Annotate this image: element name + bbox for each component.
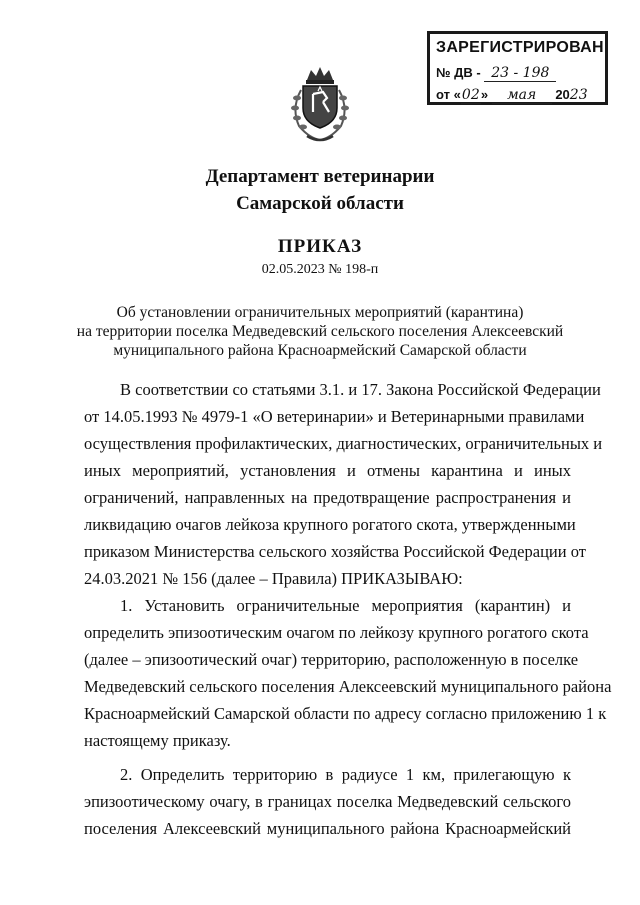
- body-line: Красноармейский Самарской области по адресу согласно приложению 1 к: [84, 704, 607, 723]
- stamp-date-line: [436, 87, 588, 104]
- body-line: (далее – эпизоотический очаг) территорию, расположенную в поселке: [84, 650, 579, 669]
- department-name-line1: Департамент ветеринарии: [205, 166, 435, 187]
- registration-stamp: [427, 31, 608, 105]
- stamp-year-prefix: 20: [555, 87, 570, 102]
- coat-of-arms-icon: [285, 64, 355, 146]
- stamp-quote: »: [480, 87, 489, 102]
- subject-line: муниципального района Красноармейский Самарской области: [113, 342, 527, 359]
- stamp-number-label: № ДВ -: [436, 65, 481, 80]
- body-line: 24.03.2021 № 156 (далее – Правила) ПРИКАЗЫВАЮ:: [84, 569, 463, 588]
- stamp-title: ЗАРЕГИСТРИРОВАН: [436, 39, 604, 56]
- body-line: иных мероприятий, установления и отмены карантина и иных: [84, 461, 571, 480]
- body-line: поселения Алексеевский муниципального района Красноармейский: [84, 819, 571, 838]
- stamp-number-value: 23 - 198: [484, 65, 556, 82]
- department-name-line2: Самарской области: [236, 193, 404, 214]
- body-line: В соответствии со статьями 3.1. и 17. Закона Российской Федерации: [120, 380, 601, 399]
- stamp-month: мая: [492, 87, 552, 104]
- body-line: 1. Установить ограничительные мероприятия (карантин) и: [120, 596, 571, 615]
- subject-line: Об установлении ограничительных мероприятий (карантина): [116, 304, 524, 321]
- body-line: от 14.05.1993 № 4979-1 «О ветеринарии» и Ветеринарными правилами: [84, 407, 585, 426]
- subject-line: на территории поселка Медведевский сельского поселения Алексеевский: [76, 323, 564, 340]
- body-line: приказом Министерства сельского хозяйства Российской Федерации от: [84, 542, 586, 561]
- body-line: настоящему приказу.: [84, 731, 231, 750]
- body-line: 2. Определить территорию в радиусе 1 км, прилегающую к: [120, 765, 571, 784]
- document-number: 02.05.2023 № 198-п: [261, 262, 379, 277]
- document-type: ПРИКАЗ: [277, 236, 363, 257]
- stamp-date-label: от «: [436, 87, 461, 102]
- body-line: осуществления профилактических, диагностических, ограничительных и: [84, 434, 603, 453]
- stamp-year-suffix: 23: [569, 87, 588, 103]
- body-line: эпизоотическому очагу, в границах поселка Медведевский сельского: [84, 792, 571, 811]
- body-line: ограничений, направленных на предотвращение распространения и: [84, 488, 571, 507]
- stamp-day: 02: [461, 87, 480, 103]
- body-line: ликвидацию очагов лейкоза крупного рогатого скота, утвержденными: [84, 515, 576, 534]
- body-line: Медведевский сельского поселения Алексеевский муниципального района: [84, 677, 612, 696]
- stamp-number-line: [436, 65, 556, 82]
- body-line: определить эпизоотическим очагом по лейкозу крупного рогатого скота: [84, 623, 589, 642]
